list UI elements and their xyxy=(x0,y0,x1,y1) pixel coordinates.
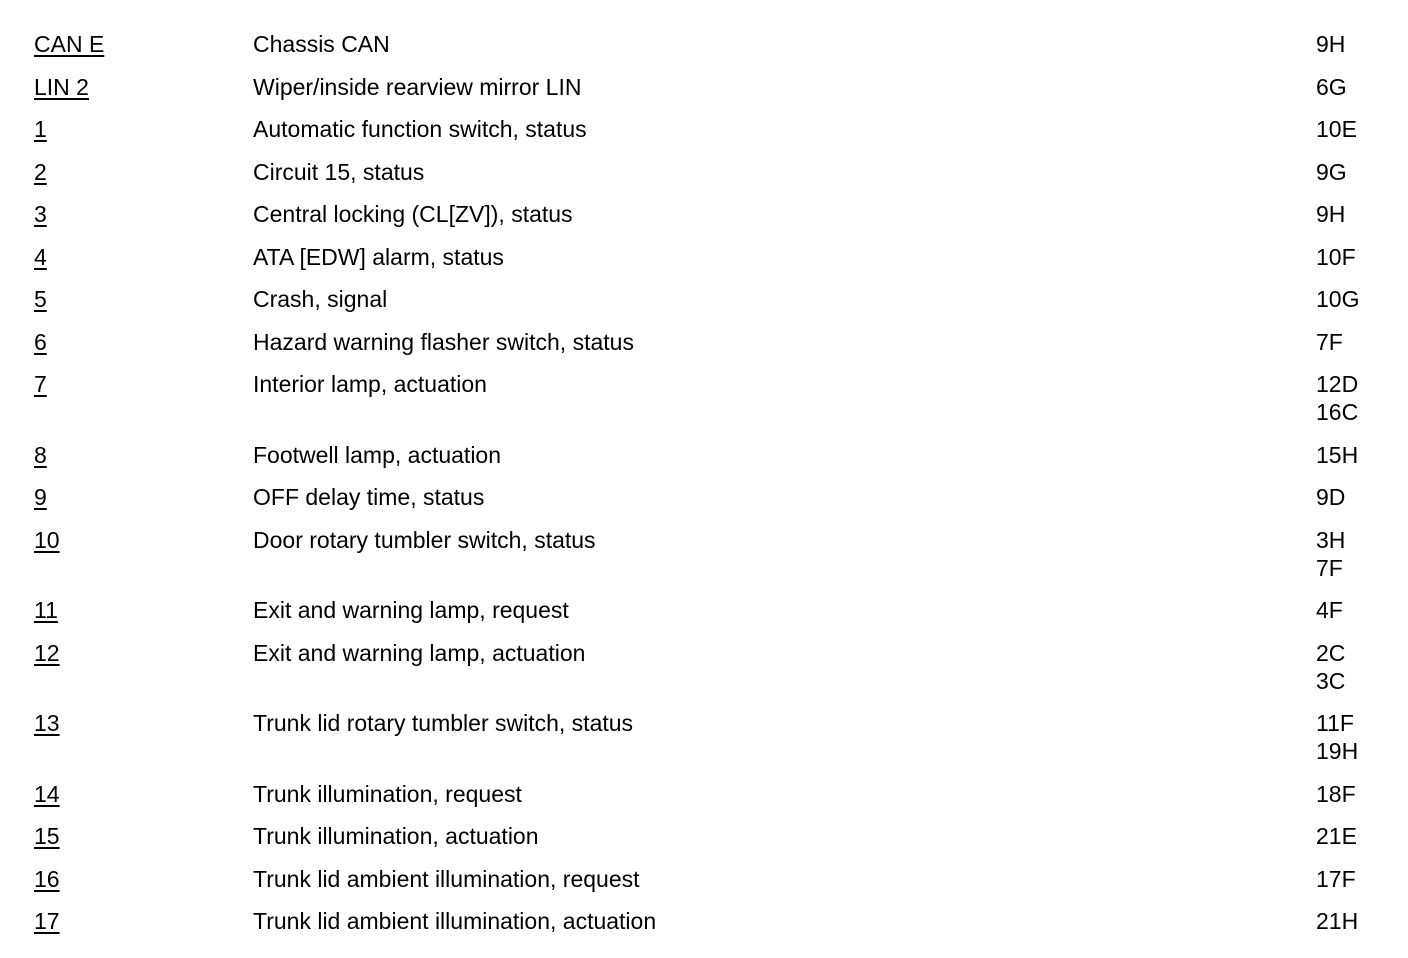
description: Door rotary tumbler switch, status xyxy=(253,526,596,553)
legend-row xyxy=(34,30,1384,58)
code-link[interactable]: 5 xyxy=(34,286,47,312)
grid-reference: 9D xyxy=(1316,484,1346,510)
grid-reference-list xyxy=(1316,200,1384,228)
legend-row xyxy=(34,907,1384,935)
grid-reference-list xyxy=(1316,30,1384,58)
description: Footwell lamp, actuation xyxy=(253,441,502,468)
grid-reference: 16C xyxy=(1316,399,1359,425)
description: Crash, signal xyxy=(253,286,388,312)
grid-reference: 21E xyxy=(1316,823,1357,849)
grid-reference: 10F xyxy=(1316,243,1356,270)
grid-reference: 10E xyxy=(1316,116,1357,142)
description: Hazard warning flasher switch, status xyxy=(253,328,634,355)
code-link[interactable]: 12 xyxy=(34,639,60,666)
grid-reference-list xyxy=(1316,115,1384,143)
grid-reference-list xyxy=(1316,158,1384,186)
grid-reference: 7F xyxy=(1316,328,1343,355)
legend-row xyxy=(34,865,1384,893)
code-link[interactable]: 11 xyxy=(34,597,58,623)
legend-row xyxy=(34,200,1384,228)
legend-row xyxy=(34,73,1384,101)
grid-reference: 4F xyxy=(1316,597,1343,623)
legend-row xyxy=(34,115,1384,143)
grid-reference: 18F xyxy=(1316,780,1356,807)
description: OFF delay time, status xyxy=(253,484,485,510)
code-link[interactable]: LIN 2 xyxy=(34,73,89,100)
description: Trunk lid rotary tumbler switch, status xyxy=(253,710,634,736)
grid-reference: 3C xyxy=(1316,667,1346,694)
legend-row xyxy=(34,822,1384,850)
description: Interior lamp, actuation xyxy=(253,371,487,397)
grid-reference-list xyxy=(1316,709,1384,765)
description: Automatic function switch, status xyxy=(253,116,587,142)
grid-reference: 9H xyxy=(1316,31,1346,57)
code-link[interactable]: 3 xyxy=(34,201,47,227)
code-link[interactable]: CAN E xyxy=(34,31,105,57)
code-link[interactable]: 7 xyxy=(34,371,47,397)
grid-reference: 12D xyxy=(1316,371,1359,397)
code-link[interactable]: 8 xyxy=(34,441,47,468)
description: Exit and warning lamp, request xyxy=(253,597,569,623)
legend-row xyxy=(34,243,1384,271)
grid-reference: 11F xyxy=(1316,710,1354,736)
grid-reference-list xyxy=(1316,285,1384,313)
code-link[interactable]: 4 xyxy=(34,243,47,270)
legend-row xyxy=(34,328,1384,356)
grid-reference-list xyxy=(1316,596,1384,624)
code-link[interactable]: 9 xyxy=(34,484,47,510)
legend-row xyxy=(34,370,1384,426)
grid-reference: 2C xyxy=(1316,639,1346,666)
description: Trunk illumination, request xyxy=(253,780,522,807)
description: ATA [EDW] alarm, status xyxy=(253,243,504,270)
grid-reference-list xyxy=(1316,907,1384,935)
code-link[interactable]: 15 xyxy=(34,823,60,849)
grid-reference-list xyxy=(1316,483,1384,511)
grid-reference-list xyxy=(1316,328,1384,356)
description: Trunk lid ambient illumination, request xyxy=(253,865,640,892)
legend-row xyxy=(34,780,1384,808)
grid-reference: 10G xyxy=(1316,286,1360,312)
legend-row xyxy=(34,639,1384,695)
legend-row xyxy=(34,526,1384,582)
description: Exit and warning lamp, actuation xyxy=(253,639,586,666)
legend-row xyxy=(34,158,1384,186)
code-link[interactable]: 13 xyxy=(34,710,60,736)
grid-reference-list xyxy=(1316,370,1384,426)
legend-row xyxy=(34,596,1384,624)
legend-table xyxy=(34,30,1384,950)
grid-reference-list xyxy=(1316,73,1384,101)
description: Trunk illumination, actuation xyxy=(253,823,539,849)
grid-reference: 15H xyxy=(1316,441,1359,468)
code-link[interactable]: 17 xyxy=(34,908,60,934)
grid-reference: 9G xyxy=(1316,158,1347,185)
code-link[interactable]: 1 xyxy=(34,116,47,142)
legend-row xyxy=(34,285,1384,313)
grid-reference-list xyxy=(1316,639,1384,695)
description: Wiper/inside rearview mirror LIN xyxy=(253,73,582,100)
grid-reference-list xyxy=(1316,526,1384,582)
grid-reference-list xyxy=(1316,822,1384,850)
grid-reference: 21H xyxy=(1316,908,1359,934)
description: Central locking (CL[ZV]), status xyxy=(253,201,573,227)
grid-reference: 3H xyxy=(1316,526,1346,553)
code-link[interactable]: 6 xyxy=(34,328,47,355)
grid-reference: 6G xyxy=(1316,73,1347,100)
grid-reference: 17F xyxy=(1316,865,1356,892)
grid-reference: 7F xyxy=(1316,554,1343,581)
legend-row xyxy=(34,709,1384,765)
grid-reference: 19H xyxy=(1316,738,1359,764)
grid-reference-list xyxy=(1316,243,1384,271)
code-link[interactable]: 16 xyxy=(34,865,60,892)
description: Trunk lid ambient illumination, actuation xyxy=(253,908,657,934)
grid-reference-list xyxy=(1316,865,1384,893)
description: Chassis CAN xyxy=(253,31,390,57)
grid-reference-list xyxy=(1316,441,1384,469)
code-link[interactable]: 14 xyxy=(34,780,60,807)
legend-row xyxy=(34,441,1384,469)
code-link[interactable]: 10 xyxy=(34,526,60,553)
description: Circuit 15, status xyxy=(253,158,425,185)
code-link[interactable]: 2 xyxy=(34,158,47,185)
grid-reference-list xyxy=(1316,780,1384,808)
legend-row xyxy=(34,483,1384,511)
grid-reference: 9H xyxy=(1316,201,1346,227)
